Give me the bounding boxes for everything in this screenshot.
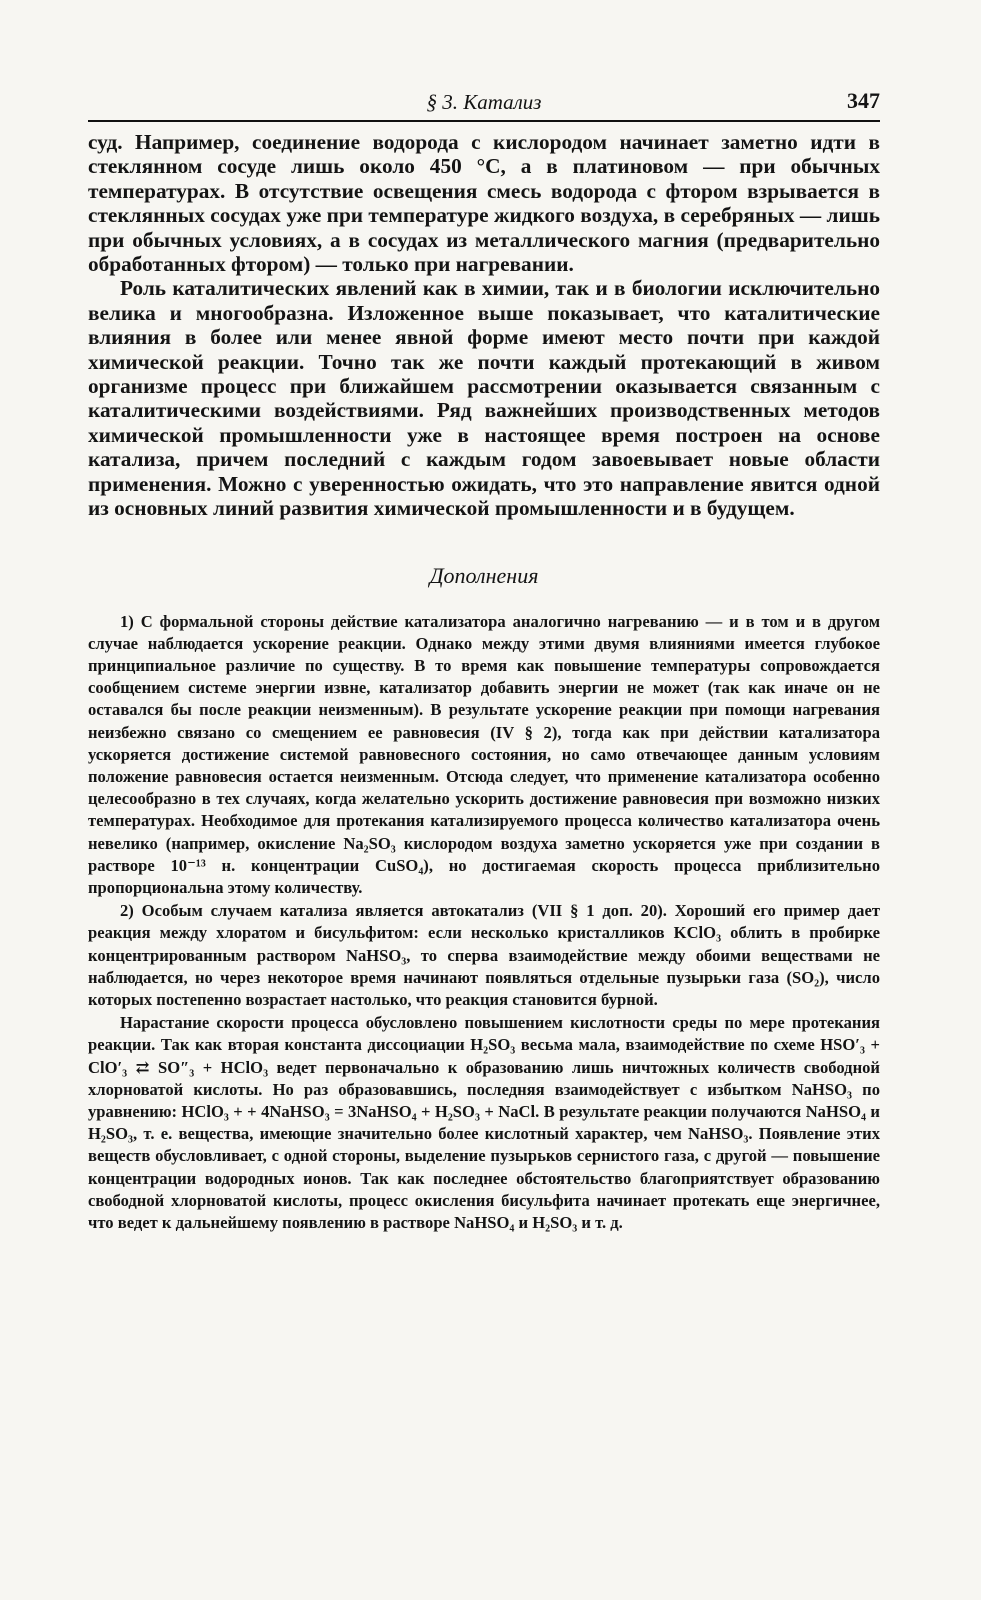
- paragraph-continuation: суд. Например, соединение водорода с кислородом начинает заметно идти в стеклянном сосуде лишь около 450 °С, а в платиновом — при обычных температурах. В отсутствие освещения смесь водорода с фтором взрывается в стеклянных сосудах уже при температуре жидкого воздуха, в серебряных — лишь при обычных условиях, а в сосудах из металлического магния (предварительно обработанных фтором) — только при нагревании.: [88, 130, 880, 277]
- main-text: [88, 130, 880, 521]
- paragraph-catalysis-role: Роль каталитических явлений как в химии, так и в биологии исключительно велика и многообразна. Изложенное выше показывает, что каталитические влияния в более или менее явной форме имеют место почти при каждой химической реакции. Точно так же почти каждый протекающий в живом организме процесс при ближайшем рассмотрении оказывается связанным с каталитическими воздействиями. Ряд важнейших производственных методов химической промышленности уже в настоящее время построен на основе катализа, причем последний с каждым годом завоевывает новые области применения. Можно с уверенностью ожидать, что это направление явится одной из основных линий развития химической промышленности и в будущем.: [88, 276, 880, 521]
- section-title: Дополнения: [429, 562, 539, 588]
- running-title: § 3. Катализ: [426, 90, 542, 114]
- supplements: [88, 611, 880, 1235]
- note-2-continuation: Нарастание скорости процесса обусловлено повышением кислотности среды по мере протекания реакции. Так как вторая константа диссоциации H₂SO₃ весьма мала, взаимодействие по схеме HSO′₃ + ClO′₃ ⇄ SO″₃ + HClO₃ ведет первоначально к образованию лишь ничтожных количеств свободной хлорноватой кислоты. Но раз образовавшись, последняя взаимодействует с избытком NaHSO₃ по уравнению: HClO₃ + + 4NaHSO₃ = 3NaHSO₄ + H₂SO₃ + NaCl. В результате реакции получаются NaHSO₄ и H₂SO₃, т. е. вещества, имеющие значительно более кислотный характер, чем NaHSO₃. Появление этих веществ обусловливает, с одной стороны, выделение пузырьков сернистого газа, с другой — повышение концентрации водородных ионов. Так как последнее обстоятельство благоприятствует образованию свободной хлорноватой кислоты, процесс окисления бисульфита начинает протекать еще энергичнее, что ведет к дальнейшему появлению в растворе NaHSO₄ и H₂SO₃ и т. д.: [88, 1013, 880, 1232]
- running-header: [88, 86, 880, 122]
- note-2: 2) Особым случаем катализа является автокатализ (VII § 1 доп. 20). Хороший его пример дает реакция между хлоратом и бисульфитом: если несколько кристалликов KClO₃ облить в пробирке концентрированным раствором NaHSO₃, то сперва взаимодействие между обоими веществами не наблюдается, но через некоторое время начинают появляться отдельные пузырьки газа (SO₂), число которых постепенно возрастает настолько, что реакция становится бурной.: [88, 901, 880, 1009]
- book-page: [88, 86, 880, 1234]
- page-number: 347: [847, 88, 880, 113]
- note-1: 1) С формальной стороны действие катализатора аналогично нагреванию — и в том и в другом случае наблюдается ускорение реакции. Однако между этими двумя влияниями имеется глубокое принципиальное различие по существу. В то время как повышение температуры сопровождается сообщением системе энергии извне, катализатор добавить энергии не может (так как иначе он не оставался бы после реакции неизменным). В результате ускорение реакции при помощи нагревания неизбежно связано со смещением ее равновесия (IV § 2), тогда как при действии катализатора ускоряется достижение системой равновесного состояния, но само отвечающее данным условиям положение равновесия остается неизменным. Отсюда следует, что применение катализатора особенно целесообразно в тех случаях, когда желательно ускорить достижение равновесия при возможно низких температурах. Необходимое для протекания катализируемого процесса количество катализатора очень невелико (например, окисление Na₂SO₃ кислородом воздуха заметно ускоряется уже при создании в растворе 10⁻¹³ н. концентрации CuSO₄), но достигаемая скорость процесса приблизительно пропорциональна этому количеству.: [88, 611, 880, 897]
